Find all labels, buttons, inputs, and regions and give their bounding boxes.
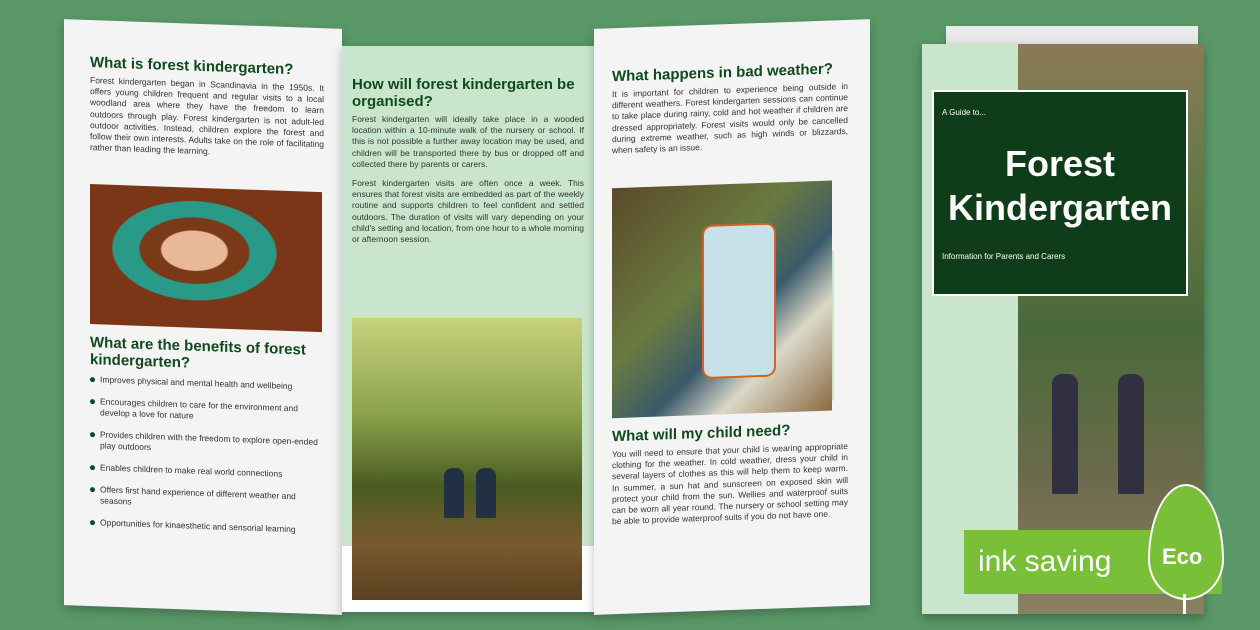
organisation-text-1: Forest kindergarten will ideally take place in a wooded location within a 10-minute walk of the nursery or school. If this is not possible a further away location may be used, and children will be transported there by bus or dropped off and collected there by parents or carers. bbox=[352, 114, 584, 169]
weather-text: It is important for children to experience being outside in different weathers. Forest kindergarten sessions can continue to take place during rainy, cold and hot weather if children are dressed appropriately. Forest visits would only be cancelled during extreme weather, such as high winds or blizzards, when safety is an issue. bbox=[612, 80, 848, 156]
needs-text: You will need to ensure that your child is wearing appropriate clothing for the weather. In cold weather, dress your child in several layers of clothes as this will help them to keep warm. In summer, a sun hat and sunscreen on exposed skin will protect your child from the sun. Wellies and waterproof suits can be worn all year round. The nursery or school setting may be able to provide waterproof suits if you do not have one. bbox=[612, 440, 848, 527]
list-item: Encourages children to care for the environment and develop a love for nature bbox=[90, 396, 324, 426]
intro-text: Forest kindergarten began in Scandinavia in the 1950s. It offers young children frequent and regular visits to a local woodland area where they have the freedom to learn outdoors through play. Forest kindergarten is not adult-led outdoor activities. Instead, children explore the forest and follow their own interests. Adults take on the role of facilitating rather than leading the learning. bbox=[90, 75, 324, 157]
child-in-leaves-photo bbox=[90, 184, 322, 332]
benefits-heading: What are the benefits of forest kindergarten? bbox=[90, 334, 306, 372]
list-item: Improves physical and mental health and wellbeing bbox=[90, 374, 324, 393]
organisation-section bbox=[352, 76, 584, 245]
child-figure bbox=[444, 468, 464, 518]
cover-title-line1: Forest bbox=[1004, 143, 1116, 184]
cover-title-line2: Kindergarten bbox=[947, 187, 1173, 228]
list-item: Offers first hand experience of different weather and seasons bbox=[90, 484, 324, 514]
panel-bottom-edge bbox=[342, 600, 594, 612]
intro-section bbox=[90, 54, 324, 162]
intro-heading: What is forest kindergarten? bbox=[90, 54, 294, 79]
cover-title-box bbox=[932, 90, 1188, 296]
cover-title bbox=[934, 142, 1186, 230]
child-figure bbox=[476, 468, 496, 518]
child-needs-section bbox=[612, 420, 848, 528]
welly-boot bbox=[702, 222, 776, 379]
cover-subtitle: Information for Parents and Carers bbox=[942, 252, 1066, 261]
list-item: Provides children with the freedom to explore open-ended play outdoors bbox=[90, 429, 324, 459]
weather-heading: What happens in bad weather? bbox=[612, 60, 833, 86]
list-item: Opportunities for kinaesthetic and sensorial learning bbox=[90, 517, 324, 536]
list-item: Enables children to make real world connections bbox=[90, 462, 324, 481]
ink-saving-label: ink saving bbox=[978, 545, 1112, 578]
eco-label: Eco bbox=[1162, 544, 1203, 569]
leaflet-panel-right bbox=[594, 19, 870, 615]
child-figure bbox=[1118, 374, 1144, 494]
weather-section bbox=[612, 60, 848, 156]
children-walking-photo bbox=[352, 318, 582, 600]
benefits-list bbox=[90, 374, 324, 536]
child-figure bbox=[1052, 374, 1078, 494]
leaflet-panel-middle bbox=[342, 46, 594, 612]
benefits-section bbox=[90, 334, 324, 547]
needs-heading: What will my child need? bbox=[612, 421, 791, 446]
leaflet-panel-left bbox=[64, 19, 342, 615]
organisation-text-2: Forest kindergarten visits are often once a week. This ensures that forest visits are embedded as part of the weekly routine and supports children to feel confident and settled outdoors. The duration of visits will vary depending on your child's setting and location, from one hour to a whole morning or afternoon session. bbox=[352, 178, 584, 245]
organisation-heading: How will forest kindergarten be organised? bbox=[352, 76, 575, 110]
leaf-stem bbox=[1183, 594, 1186, 614]
wellies-photo bbox=[612, 181, 832, 419]
cover-kicker: A Guide to... bbox=[942, 108, 987, 117]
